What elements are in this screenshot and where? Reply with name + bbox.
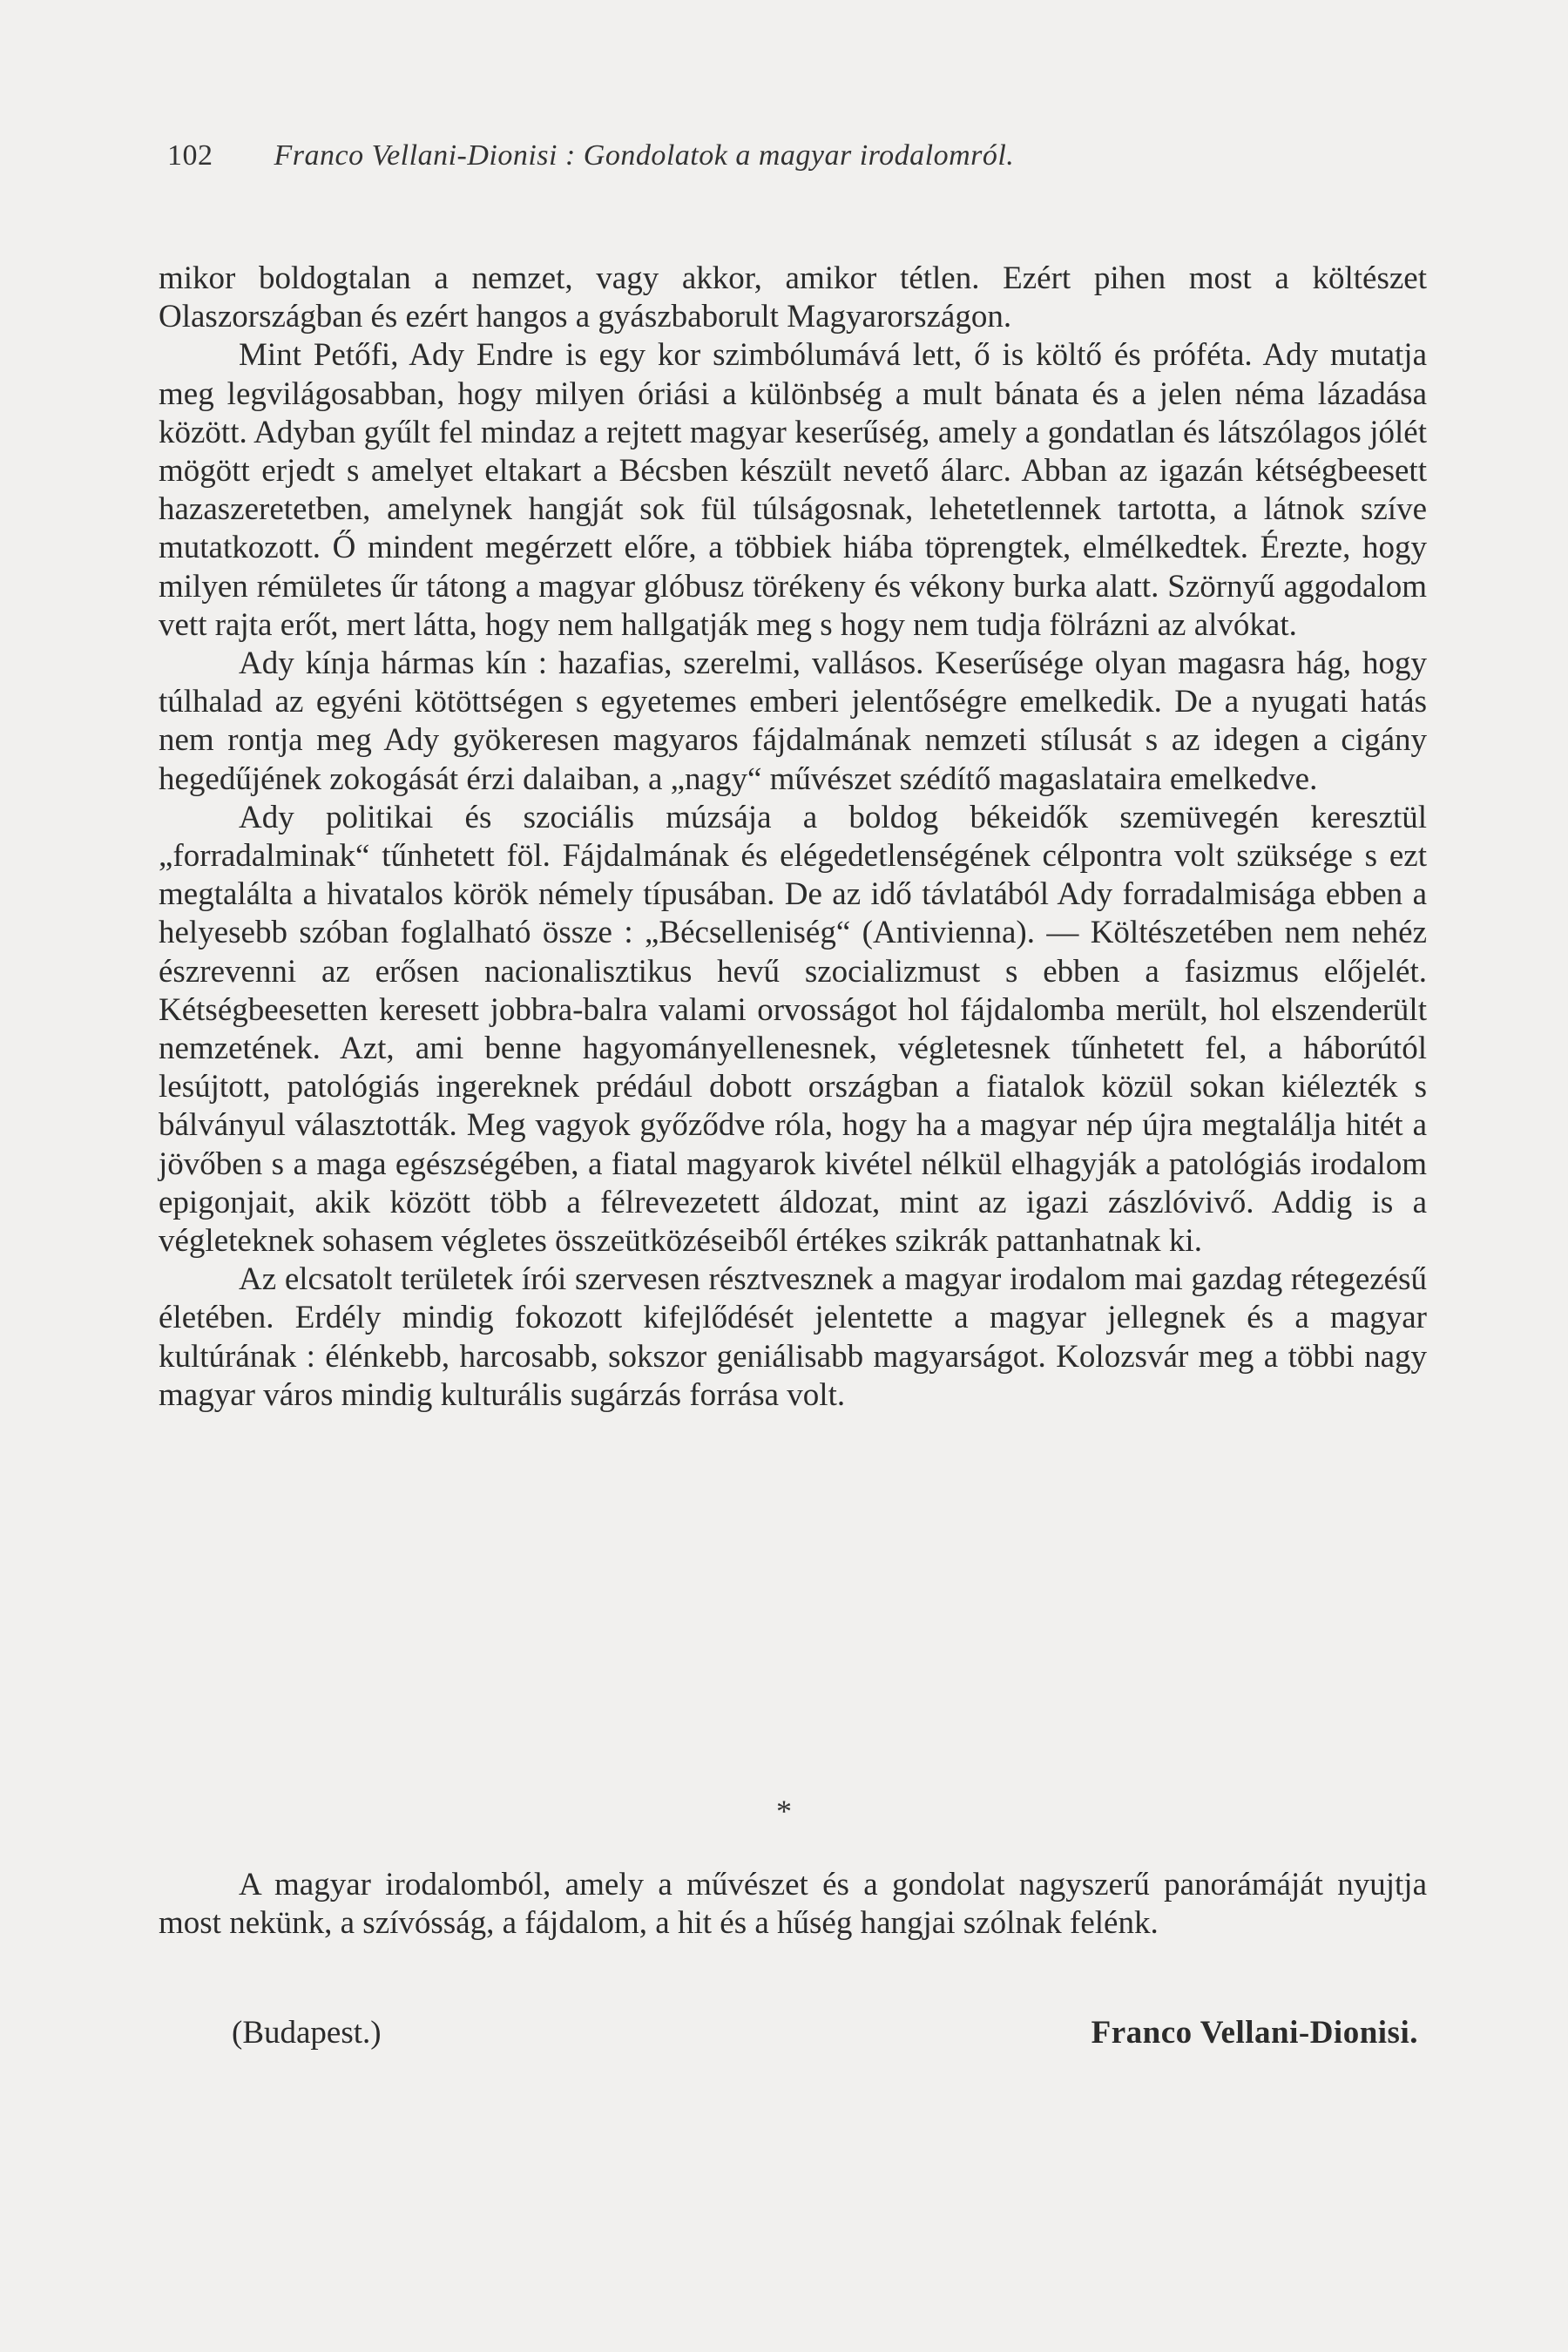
paragraph: Ady politikai és szociális múzsája a boldog békeidők szemüvegén keresztül „forradalminak“ tűnhetett föl. Fájdalmának és elégedetlenségének célpontra volt szüksége s ezt megtalálta a hivatalos körök némely típusában. De az idő távlatából Ady forradalmisága ebben a helyesebb szóban foglalható össze : „Bécselleniség“ (Antivienna). — Költészetében nem nehéz észrevenni az erősen nacionalisztikus hevű szocializmust s ebben a fasizmus előjelét. Kétségbeesetten keresett jobbra-balra valami orvosságot hol fájdalomba merült, hol elszenderült nemzetének. Azt, ami benne hagyományellenesnek, végletesnek tűnhetett fel, a háborútól lesújtott, patológiás ingereknek prédául dobott országban a fiatalok közül sokan kiélezték s bálványul választották. Meg vagyok győződve róla, hogy ha a magyar nép újra megtalálja hitét a jövőben s a maga egészségében, a fiatal magyarok kivétel nélkül elhagyják a patológiás irodalom epigonjait, akik között több a félrevezetett áldozat, mint az igazi zászlóvivő. Addig is a végleteknek sohasem végletes összeütközéseiből értékes szikrák pattanhatnak ki. xyxy=(159,799,1427,1260)
closing-paragraph: A magyar irodalomból, amely a művészet és a gondolat nagyszerű panorámáját nyujtja most nekünk, a szívósság, a fájdalom, a hit és a hűség hangjai szólnak felénk. xyxy=(159,1867,1427,1942)
section-separator: * xyxy=(776,1794,792,1828)
page-number: 102 xyxy=(167,139,213,172)
paragraph: Mint Petőfi, Ady Endre is egy kor szimbólumává lett, ő is költő és próféta. Ady mutatja meg legvilágosabban, hogy milyen óriási a különbség a mult bánata és a jelen néma lázadása között. Adyban gyűlt fel mindaz a rejtett magyar keserűség, amely a gondatlan és látszólagos jólét mögött erjedt s amelyet eltakart a Bécsben készült nevető álarc. Abban az igazán kétségbeesett hazaszeretetben, amelynek hangját sok fül túlságosnak, lehetetlennek tartotta, a látnok szíve mutatkozott. Ő mindent megérzett előre, a többiek hiába töprengtek, elmélkedtek. Érezte, hogy milyen rémületes űr tátong a magyar glóbusz törékeny és vékony burka alatt. Szörnyű aggodalom vett rajta erőt, mert látta, hogy nem hallgatják meg s hogy nem tudja fölrázni az alvókat. xyxy=(159,337,1427,643)
place-line: (Budapest.) xyxy=(232,2015,382,2051)
running-title: Franco Vellani-Dionisi : Gondolatok a magyar irodalomról. xyxy=(274,139,1015,172)
paragraph: mikor boldogtalan a nemzet, vagy akkor, amikor tétlen. Ezért pihen most a költészet Olaszországban és ezért hangos a gyászbaborult Magyarországon. xyxy=(159,260,1427,335)
author-signature: Franco Vellani-Dionisi. xyxy=(1091,2015,1418,2051)
closing-text xyxy=(159,1866,1427,1943)
paragraph: Ady kínja hármas kín : hazafias, szerelmi, vallásos. Keserűsége olyan magasra hág, hogy túlhalad az egyéni kötöttségen s egyetemes emberi jelentőségre emelkedik. De a nyugati hatás nem rontja meg Ady gyökeresen magyaros fájdalmának nemzeti stílusát s az idegen a cigány hegedűjének zokogását érzi dalaiban, a „nagy“ művészet szédítő magaslataira emelkedve. xyxy=(159,645,1427,797)
paragraph: Az elcsatolt területek írói szervesen résztvesznek a magyar irodalom mai gazdag rétegezésű életében. Erdély mindig fokozott kifejlődését jelentette a magyar jellegnek és a magyar kultúrának : élénkebb, harcosabb, sokszor geniálisabb magyarságot. Kolozsvár meg a többi nagy magyar város mindig kulturális sugárzás forrása volt. xyxy=(159,1261,1427,1413)
body-text xyxy=(159,260,1427,1415)
running-header xyxy=(167,139,1430,172)
